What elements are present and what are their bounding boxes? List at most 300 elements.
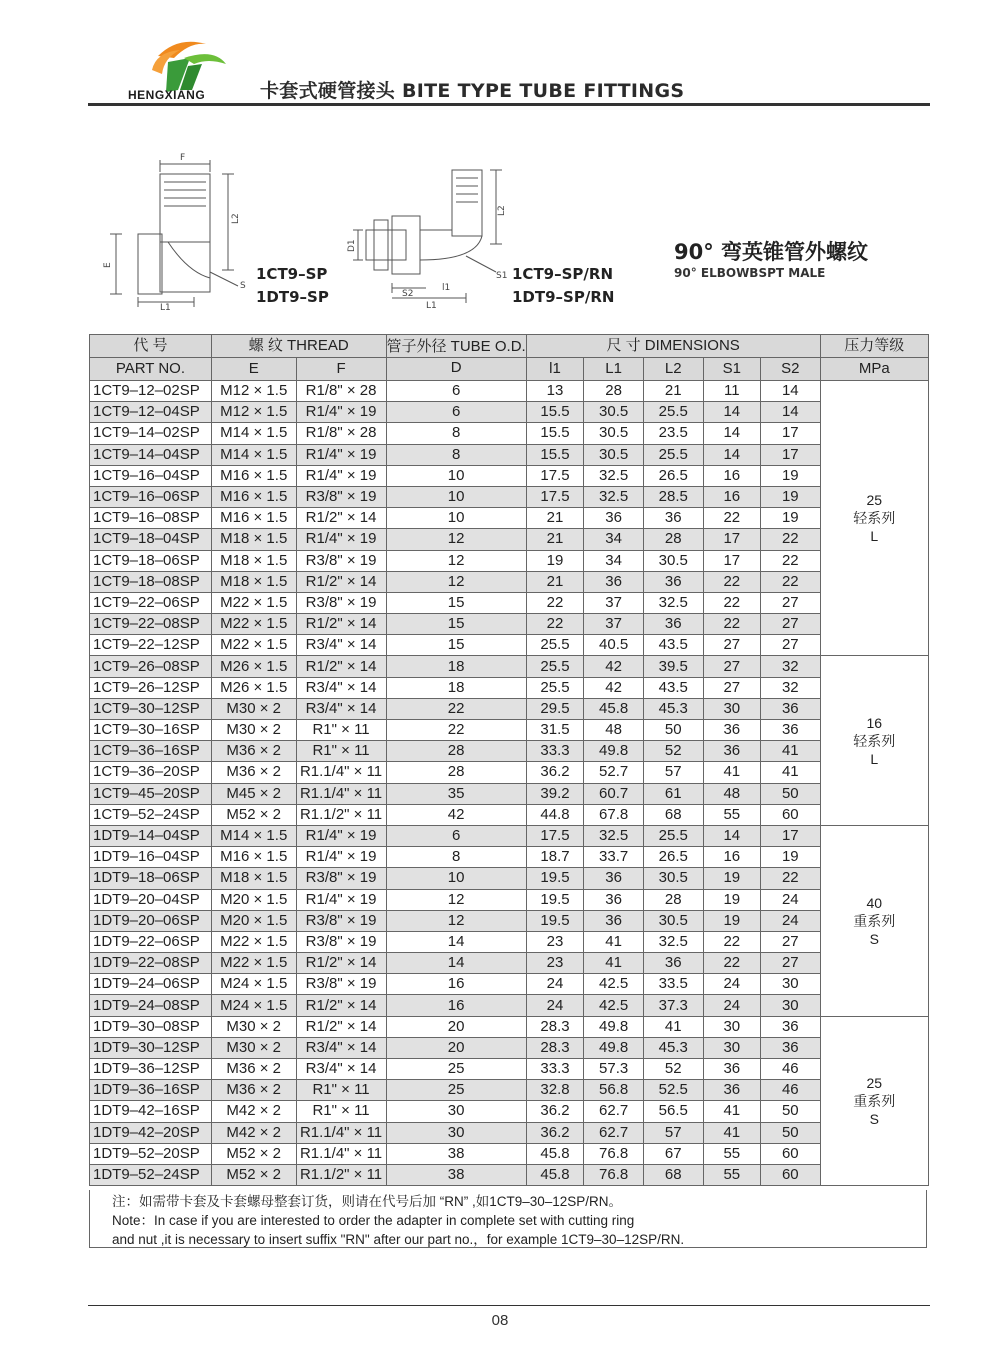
table-cell: 27 <box>761 953 820 974</box>
table-row <box>90 741 929 762</box>
table-cell: 49.8 <box>584 741 644 762</box>
table-cell: 1DT9–18–06SP <box>90 868 212 889</box>
table-cell: 14 <box>761 402 820 423</box>
table-row <box>90 783 929 804</box>
table-cell: 21 <box>526 571 584 592</box>
table-cell: 1DT9–42–20SP <box>90 1122 212 1143</box>
table-cell: 32.5 <box>643 931 703 952</box>
table-cell: 45.8 <box>526 1164 584 1185</box>
table-cell: R1" × 11 <box>296 741 386 762</box>
table-cell: 14 <box>761 381 820 402</box>
table-cell: 41 <box>761 762 820 783</box>
table-cell: 36 <box>761 698 820 719</box>
table-cell: 67.8 <box>584 804 644 825</box>
dim-i1: l1 <box>442 283 451 293</box>
table-cell: R3/4" × 14 <box>296 1037 386 1058</box>
table-cell: M16 × 1.5 <box>211 486 296 507</box>
table-cell: 16 <box>703 465 761 486</box>
th-s1: S1 <box>703 358 761 381</box>
table-cell: 57 <box>643 762 703 783</box>
table-cell: R3/4" × 14 <box>296 1059 386 1080</box>
table-cell: 23 <box>526 953 584 974</box>
table-cell: M18 × 1.5 <box>211 529 296 550</box>
pressure-class-line: L <box>870 528 879 545</box>
table-cell: 39.2 <box>526 783 584 804</box>
table-cell: 12 <box>386 889 526 910</box>
right-label-1ct9: 1CT9–SP/RN <box>512 265 613 283</box>
table-cell: R1.1/2" × 11 <box>296 804 386 825</box>
table-row <box>90 486 929 507</box>
table-cell: 24 <box>526 995 584 1016</box>
table-cell: M16 × 1.5 <box>211 508 296 529</box>
table-cell: M24 × 1.5 <box>211 974 296 995</box>
dim-e: E <box>103 262 113 268</box>
th-thread: 螺 纹 THREAD <box>211 335 386 358</box>
table-cell: 22 <box>703 931 761 952</box>
table-cell: 48 <box>703 783 761 804</box>
table-cell: M36 × 2 <box>211 1059 296 1080</box>
table-cell: 1DT9–52–20SP <box>90 1143 212 1164</box>
table-cell: 36 <box>643 571 703 592</box>
table-cell: 30.5 <box>584 444 644 465</box>
table-cell: 1CT9–45–20SP <box>90 783 212 804</box>
table-cell: 14 <box>386 931 526 952</box>
table-cell: 1DT9–30–08SP <box>90 1016 212 1037</box>
table-cell: M18 × 1.5 <box>211 571 296 592</box>
table-cell: R1/4" × 19 <box>296 847 386 868</box>
table-cell: 41 <box>643 1016 703 1037</box>
table-cell: 60.7 <box>584 783 644 804</box>
table-row <box>90 974 929 995</box>
table-row <box>90 423 929 444</box>
left-label-1dt9: 1DT9–SP <box>256 288 329 306</box>
table-cell: 14 <box>703 423 761 444</box>
table-cell: 19 <box>761 486 820 507</box>
table-cell: 48 <box>584 720 644 741</box>
table-cell: 12 <box>386 571 526 592</box>
table-row <box>90 910 929 931</box>
table-cell: 36 <box>643 614 703 635</box>
table-cell: M16 × 1.5 <box>211 847 296 868</box>
table-cell: 36 <box>761 1016 820 1037</box>
table-cell: 24 <box>703 995 761 1016</box>
table-cell: 30 <box>386 1101 526 1122</box>
table-cell: 55 <box>703 804 761 825</box>
table-cell: 36 <box>761 1037 820 1058</box>
table-cell: 1DT9–20–04SP <box>90 889 212 910</box>
table-cell: M42 × 2 <box>211 1122 296 1143</box>
table-row <box>90 677 929 698</box>
table-cell: 33.3 <box>526 741 584 762</box>
table-cell: M14 × 1.5 <box>211 444 296 465</box>
table-cell: R1/4" × 19 <box>296 825 386 846</box>
table-cell: 22 <box>703 592 761 613</box>
table-cell: M12 × 1.5 <box>211 402 296 423</box>
table-cell: R1/4" × 19 <box>296 465 386 486</box>
table-cell: M22 × 1.5 <box>211 614 296 635</box>
table-cell: 56.5 <box>643 1101 703 1122</box>
table-row <box>90 1101 929 1122</box>
table-cell: 20 <box>386 1016 526 1037</box>
table-cell: R1.1/4" × 11 <box>296 1122 386 1143</box>
dim-f: F <box>180 153 186 163</box>
table-cell: 17.5 <box>526 486 584 507</box>
table-cell: 33.7 <box>584 847 644 868</box>
table-cell: 36 <box>761 720 820 741</box>
table-cell: 10 <box>386 465 526 486</box>
table-cell: 45.3 <box>643 1037 703 1058</box>
table-cell: 24 <box>526 974 584 995</box>
table-cell: R1" × 11 <box>296 1101 386 1122</box>
table-cell: 60 <box>761 804 820 825</box>
table-cell: 31.5 <box>526 720 584 741</box>
table-cell: 42.5 <box>584 974 644 995</box>
table-cell: 22 <box>761 571 820 592</box>
table-cell: 36 <box>703 741 761 762</box>
table-row <box>90 1143 929 1164</box>
table-cell: M30 × 2 <box>211 1037 296 1058</box>
table-row <box>90 1122 929 1143</box>
table-cell: 68 <box>643 804 703 825</box>
dim-l2-right: L2 <box>497 205 507 216</box>
table-cell: 22 <box>761 529 820 550</box>
table-row <box>90 1059 929 1080</box>
table-cell: 68 <box>643 1164 703 1185</box>
page-number: 08 <box>491 1312 509 1329</box>
pressure-class-line: 轻系列 <box>853 510 896 527</box>
table-cell: 52 <box>643 741 703 762</box>
table-cell: M14 × 1.5 <box>211 825 296 846</box>
table-cell: R3/8" × 19 <box>296 486 386 507</box>
table-cell: 1DT9–36–16SP <box>90 1080 212 1101</box>
table-row <box>90 402 929 423</box>
th-code: 代 号 <box>90 335 212 358</box>
spec-table-body <box>90 381 929 1186</box>
table-cell: 25 <box>386 1059 526 1080</box>
table-cell: 60 <box>761 1164 820 1185</box>
th-L1: L1 <box>584 358 644 381</box>
table-cell: 1DT9–20–06SP <box>90 910 212 931</box>
table-cell: 19 <box>703 910 761 931</box>
table-cell: 25.5 <box>526 635 584 656</box>
table-cell: 15 <box>386 592 526 613</box>
table-cell: 18 <box>386 677 526 698</box>
table-cell: 1CT9–52–24SP <box>90 804 212 825</box>
table-cell: 36 <box>703 720 761 741</box>
table-cell: 10 <box>386 486 526 507</box>
table-cell: 16 <box>703 847 761 868</box>
pressure-class-cell <box>820 381 928 656</box>
table-cell: 36 <box>643 953 703 974</box>
table-cell: M36 × 2 <box>211 741 296 762</box>
table-cell: 26.5 <box>643 847 703 868</box>
table-cell: 22 <box>703 508 761 529</box>
table-cell: M24 × 1.5 <box>211 995 296 1016</box>
table-cell: 22 <box>386 698 526 719</box>
table-row <box>90 825 929 846</box>
table-cell: 28 <box>584 381 644 402</box>
table-cell: 21 <box>643 381 703 402</box>
table-row <box>90 953 929 974</box>
table-row <box>90 550 929 571</box>
table-cell: 1CT9–36–20SP <box>90 762 212 783</box>
table-cell: 1DT9–42–16SP <box>90 1101 212 1122</box>
table-cell: R1/4" × 19 <box>296 889 386 910</box>
table-row <box>90 698 929 719</box>
table-cell: 1CT9–18–08SP <box>90 571 212 592</box>
table-cell: 8 <box>386 444 526 465</box>
table-cell: 28 <box>386 762 526 783</box>
table-cell: 36 <box>584 910 644 931</box>
table-cell: 60 <box>761 1143 820 1164</box>
table-cell: 19 <box>761 465 820 486</box>
table-cell: 41 <box>703 1122 761 1143</box>
table-row <box>90 1016 929 1037</box>
table-cell: 49.8 <box>584 1016 644 1037</box>
table-cell: 16 <box>386 995 526 1016</box>
table-cell: 30 <box>703 698 761 719</box>
pressure-class-line: 重系列 <box>853 912 896 929</box>
table-row <box>90 804 929 825</box>
table-cell: 1CT9–22–12SP <box>90 635 212 656</box>
table-cell: 55 <box>703 1143 761 1164</box>
table-cell: R1/4" × 19 <box>296 444 386 465</box>
table-cell: 28.3 <box>526 1037 584 1058</box>
table-cell: 19 <box>703 889 761 910</box>
table-cell: 76.8 <box>584 1164 644 1185</box>
table-cell: M36 × 2 <box>211 762 296 783</box>
table-cell: M14 × 1.5 <box>211 423 296 444</box>
table-cell: 24 <box>761 889 820 910</box>
table-cell: 32 <box>761 656 820 677</box>
table-cell: 23.5 <box>643 423 703 444</box>
table-cell: 46 <box>761 1080 820 1101</box>
table-cell: 33.3 <box>526 1059 584 1080</box>
table-cell: M36 × 2 <box>211 1080 296 1101</box>
table-cell: R1/2" × 14 <box>296 995 386 1016</box>
table-cell: M26 × 1.5 <box>211 677 296 698</box>
table-cell: 21 <box>526 529 584 550</box>
th-d: D <box>450 359 462 376</box>
th-e: E <box>211 358 296 381</box>
dim-l2: L2 <box>231 213 241 224</box>
table-cell: 15 <box>386 614 526 635</box>
table-cell: 30.5 <box>643 550 703 571</box>
table-cell: 41 <box>584 953 644 974</box>
table-cell: 1CT9–12–02SP <box>90 381 212 402</box>
category-title-en: 90° ELBOWBSPT MALE <box>674 266 826 280</box>
table-cell: 28 <box>643 529 703 550</box>
table-cell: M16 × 1.5 <box>211 465 296 486</box>
table-cell: 1CT9–16–06SP <box>90 486 212 507</box>
table-cell: 36 <box>703 1080 761 1101</box>
footer-rule <box>88 1305 930 1306</box>
table-cell: R1/2" × 14 <box>296 1016 386 1037</box>
table-cell: 24 <box>703 974 761 995</box>
table-cell: 30 <box>761 974 820 995</box>
left-fitting-drawing <box>98 152 268 312</box>
table-cell: 1CT9–14–02SP <box>90 423 212 444</box>
table-cell: 1CT9–14–04SP <box>90 444 212 465</box>
table-cell: 36.2 <box>526 1101 584 1122</box>
table-cell: R1/8" × 28 <box>296 423 386 444</box>
table-cell: 49.8 <box>584 1037 644 1058</box>
table-cell: 26.5 <box>643 465 703 486</box>
left-label-1ct9: 1CT9–SP <box>256 265 328 283</box>
pressure-class-line: 40 <box>866 894 883 911</box>
table-cell: M52 × 2 <box>211 1164 296 1185</box>
table-cell: 30.5 <box>584 402 644 423</box>
table-cell: R3/8" × 19 <box>296 931 386 952</box>
table-cell: R3/8" × 19 <box>296 910 386 931</box>
table-cell: 1DT9–22–08SP <box>90 953 212 974</box>
table-cell: 1DT9–30–12SP <box>90 1037 212 1058</box>
table-cell: 52.7 <box>584 762 644 783</box>
pressure-class-cell <box>820 825 928 1016</box>
table-cell: 19 <box>703 868 761 889</box>
table-cell: R3/8" × 19 <box>296 868 386 889</box>
table-cell: 33.5 <box>643 974 703 995</box>
table-cell: R1.1/4" × 11 <box>296 762 386 783</box>
table-cell: 62.7 <box>584 1122 644 1143</box>
th-mpa: MPa <box>820 358 928 381</box>
table-cell: 30.5 <box>643 868 703 889</box>
table-cell: 28 <box>386 741 526 762</box>
brand-name: HENGXIANG <box>128 88 206 102</box>
table-cell: 30 <box>703 1016 761 1037</box>
table-cell: 37 <box>584 614 644 635</box>
table-cell: 50 <box>761 783 820 804</box>
table-cell: 30 <box>386 1122 526 1143</box>
table-cell: 36 <box>584 868 644 889</box>
table-cell: M52 × 2 <box>211 1143 296 1164</box>
table-cell: 41 <box>703 1101 761 1122</box>
table-cell: 22 <box>703 571 761 592</box>
table-cell: 17 <box>761 423 820 444</box>
table-cell: 76.8 <box>584 1143 644 1164</box>
table-cell: 25.5 <box>643 402 703 423</box>
table-cell: 45.8 <box>584 698 644 719</box>
table-cell: 17 <box>703 529 761 550</box>
table-cell: 36 <box>584 508 644 529</box>
table-cell: 67 <box>643 1143 703 1164</box>
table-cell: R1.1/2" × 11 <box>296 1164 386 1185</box>
table-cell: 61 <box>643 783 703 804</box>
table-cell: M22 × 1.5 <box>211 635 296 656</box>
pressure-class-cell <box>820 656 928 826</box>
table-cell: 42.5 <box>584 995 644 1016</box>
table-cell: 44.8 <box>526 804 584 825</box>
note-en-2: and nut ,it is necessary to insert suffix "RN" after our part no.，for example 1CT9–30–12SP/RN. <box>112 1232 685 1247</box>
dim-l1-right: L1 <box>426 301 437 310</box>
table-cell: 19.5 <box>526 910 584 931</box>
table-cell: M20 × 1.5 <box>211 910 296 931</box>
table-cell: 19.5 <box>526 889 584 910</box>
table-cell: R1/2" × 14 <box>296 571 386 592</box>
table-cell: R1/2" × 14 <box>296 953 386 974</box>
table-cell: 1CT9–22–06SP <box>90 592 212 613</box>
table-cell: R3/4" × 14 <box>296 677 386 698</box>
table-cell: 15.5 <box>526 402 584 423</box>
table-cell: 13 <box>526 381 584 402</box>
dim-l1: L1 <box>160 303 171 312</box>
th-l1-small: l1 <box>526 358 584 381</box>
table-cell: 19.5 <box>526 868 584 889</box>
table-cell: M12 × 1.5 <box>211 381 296 402</box>
table-cell: 1CT9–12–04SP <box>90 402 212 423</box>
table-cell: 17.5 <box>526 825 584 846</box>
dim-d1: D1 <box>347 239 357 252</box>
table-cell: 35 <box>386 783 526 804</box>
header-rule <box>88 103 930 106</box>
table-row <box>90 889 929 910</box>
table-cell: 8 <box>386 847 526 868</box>
table-cell: M18 × 1.5 <box>211 550 296 571</box>
table-cell: 22 <box>703 953 761 974</box>
dim-s: S <box>240 281 246 291</box>
table-cell: R3/8" × 19 <box>296 974 386 995</box>
th-pressure: 压力等级 <box>820 335 928 358</box>
table-cell: 1CT9–16–04SP <box>90 465 212 486</box>
table-row <box>90 868 929 889</box>
table-cell: M30 × 2 <box>211 720 296 741</box>
table-cell: 22 <box>761 550 820 571</box>
table-cell: 34 <box>584 550 644 571</box>
th-tube-label: 管子外径 TUBE O.D. <box>387 337 526 358</box>
note-en-1: Note：In case if you are interested to order the adapter in complete set with cutting ring <box>112 1213 635 1228</box>
table-cell: 1CT9–22–08SP <box>90 614 212 635</box>
table-cell: 1CT9–26–12SP <box>90 677 212 698</box>
th-part: PART NO. <box>90 358 212 381</box>
table-cell: 18.7 <box>526 847 584 868</box>
table-cell: R1/2" × 14 <box>296 656 386 677</box>
th-tube <box>386 335 526 381</box>
table-cell: 25 <box>386 1080 526 1101</box>
table-cell: 1DT9–24–08SP <box>90 995 212 1016</box>
dim-s2: S2 <box>402 289 414 299</box>
table-cell: 57 <box>643 1122 703 1143</box>
table-cell: R3/8" × 19 <box>296 592 386 613</box>
table-cell: 30.5 <box>584 423 644 444</box>
table-cell: M26 × 1.5 <box>211 656 296 677</box>
table-cell: 52.5 <box>643 1080 703 1101</box>
table-cell: 42 <box>584 656 644 677</box>
table-row <box>90 571 929 592</box>
table-cell: 30 <box>761 995 820 1016</box>
table-cell: R1/8" × 28 <box>296 381 386 402</box>
table-cell: R1.1/4" × 11 <box>296 1143 386 1164</box>
table-cell: 22 <box>703 614 761 635</box>
table-cell: 1CT9–16–08SP <box>90 508 212 529</box>
table-cell: 17.5 <box>526 465 584 486</box>
table-cell: 27 <box>703 635 761 656</box>
table-cell: 19 <box>761 847 820 868</box>
table-cell: R1/4" × 19 <box>296 529 386 550</box>
table-cell: 6 <box>386 825 526 846</box>
table-cell: 22 <box>761 868 820 889</box>
table-cell: 41 <box>584 931 644 952</box>
table-cell: 12 <box>386 550 526 571</box>
pressure-class-line: 重系列 <box>853 1092 896 1109</box>
table-cell: M22 × 1.5 <box>211 592 296 613</box>
table-cell: 16 <box>703 486 761 507</box>
table-row <box>90 444 929 465</box>
table-cell: 29.5 <box>526 698 584 719</box>
table-cell: M22 × 1.5 <box>211 953 296 974</box>
table-cell: M30 × 2 <box>211 698 296 719</box>
table-cell: 12 <box>386 529 526 550</box>
table-cell: 36 <box>643 508 703 529</box>
